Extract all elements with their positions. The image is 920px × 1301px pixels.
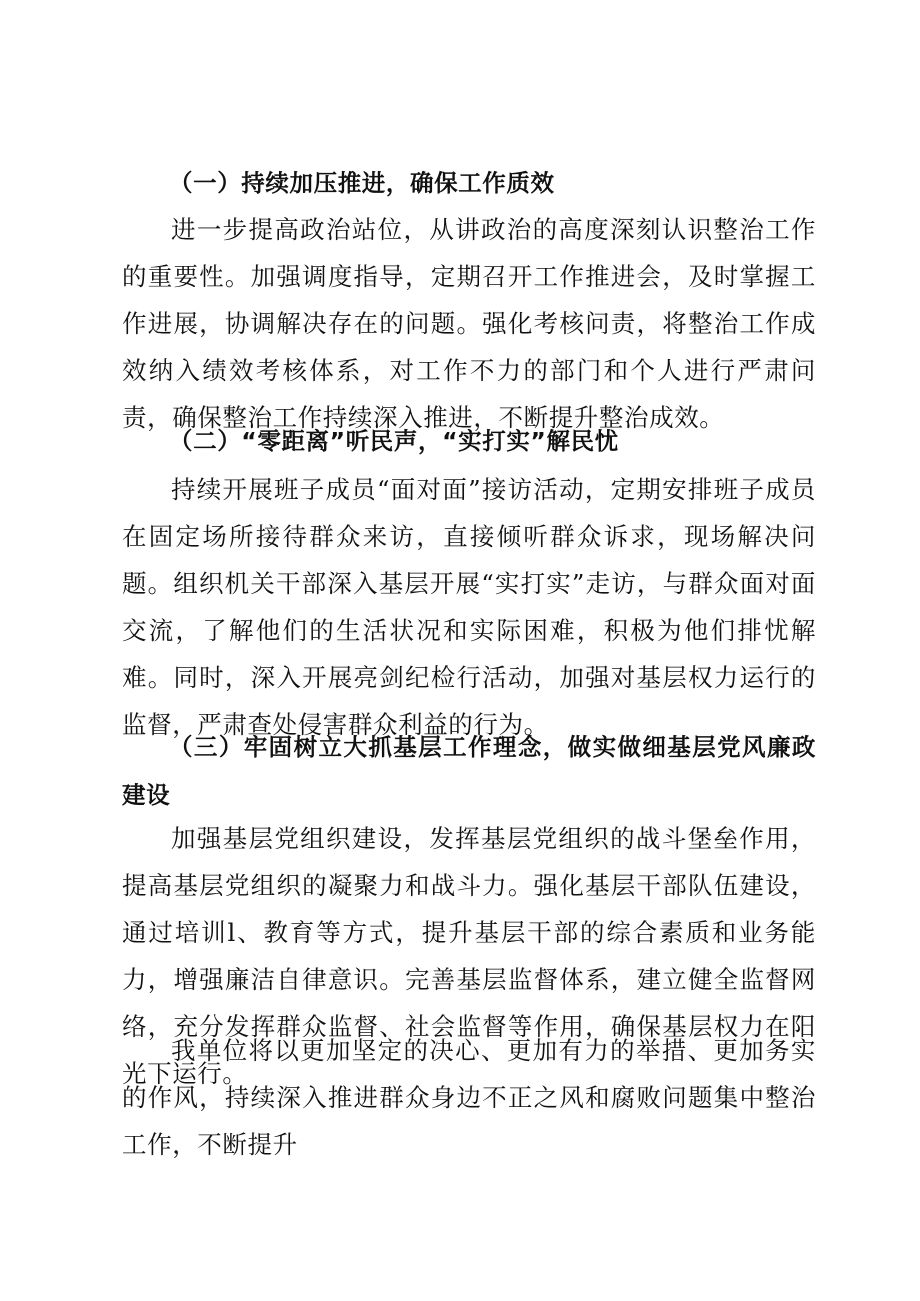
- section-3-paragraph: 加强基层党组织建设，发挥基层党组织的战斗堡垒作用，提高基层党组织的凝聚力和战斗力。强化基层干部队伍建设，通过培训l、教育等方式，提升基层干部的综合素质和业务能力，增强廉洁自律意识。完善基层监督体系，建立健全监督网络，充分发挥群众监督、社会监督等作用，确保基层权力在阳光下运行。: [122, 824, 816, 1088]
- closing-paragraph: 我单位将以更加坚定的决心、更加有力的举措、更加务实的作风，持续深入推进群众身边不正之风和腐败问题集中整治工作，不断提升: [122, 1036, 816, 1159]
- section-2-heading: （二）“零距离”听民声，“实打实”解民忧: [169, 427, 619, 455]
- section-2-paragraph: 持续开展班子成员“面对面”接访活动，定期安排班子成员在固定场所接待群众来访，直接倾听群众诉求，现场解决问题。组织机关干部深入基层开展“实打实”走访，与群众面对面交流，了解他们的生活状况和实际困难，积极为他们排忧解难。同时，深入开展亮剑纪检行活动，加强对基层权力运行的监督，严肃查处侵害群众利益的行为。: [122, 475, 816, 739]
- section-1-heading: （一）持续加压推进，确保工作质效: [169, 169, 555, 197]
- section-3-heading: （三）牢固树立大抓基层工作理念，做实做细基层党风廉政建设: [122, 733, 816, 809]
- section-1-paragraph: 进一步提高政治站位，从讲政治的高度深刻认识整治工作的重要性。加强调度指导，定期召开工作推进会，及时掌握工作进展，协调解决存在的问题。强化考核问责，将整治工作成效纳入绩效考核体系，对工作不力的部门和个人进行严肃问责，确保整治工作持续深入推进，不断提升整治成效。: [122, 215, 816, 432]
